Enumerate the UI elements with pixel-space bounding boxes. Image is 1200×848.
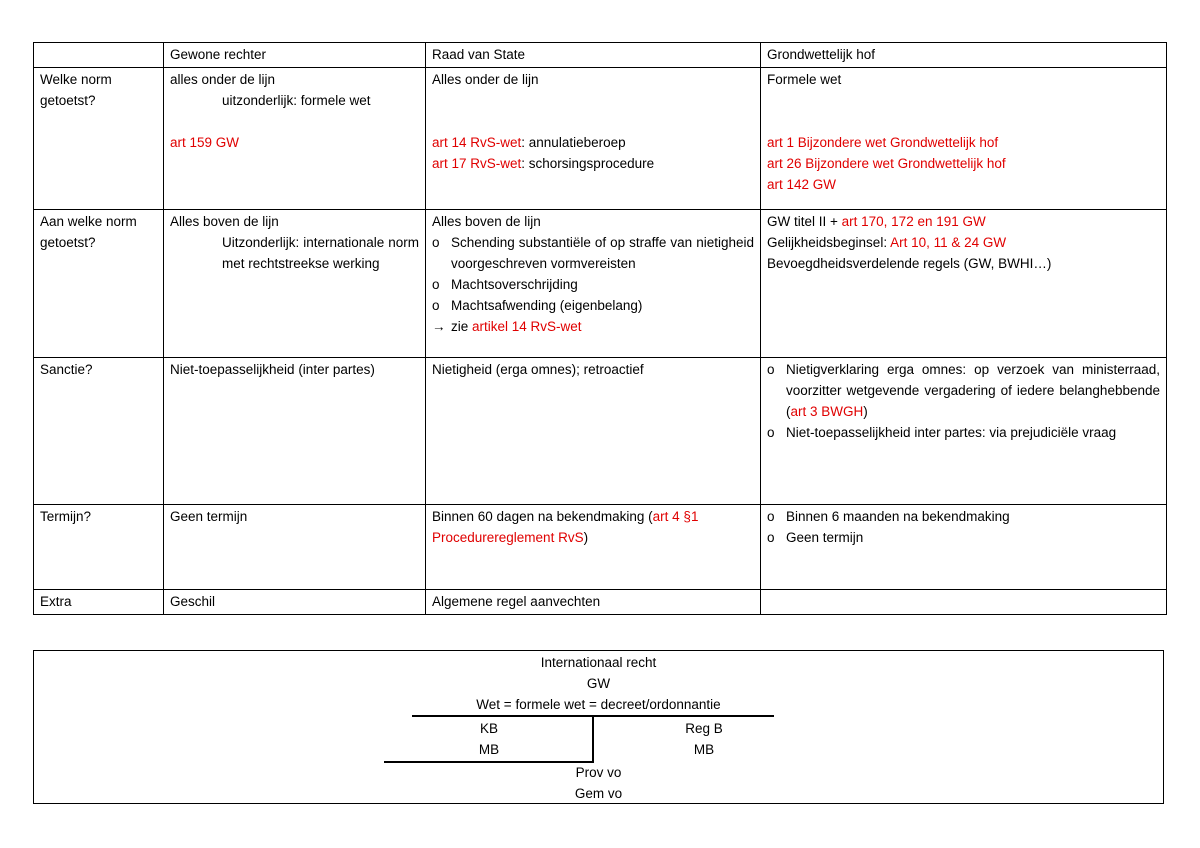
legal-reference: art 1 Bijzondere wet Grondwettelijk hof [767,135,999,150]
row-label: Sanctie? [34,358,164,505]
cell-text: Gelijkheidsbeginsel: [767,235,891,250]
cell-exception: Uitzonderlijk: internationale norm met rechtstreekse werking [222,235,419,271]
cell-exception: uitzonderlijk: formele wet [222,93,371,108]
list-item: o Nietigverklaring erga omnes: op verzoek van ministerraad, voorzitter wetgevende vergadering of iedere belanghebbende (art 3 BWGH) [767,359,1160,422]
row-label: Extra [34,590,164,615]
legal-reference: art 17 RvS-wet [432,156,522,171]
cell-gewone-rechter [164,68,426,210]
bullet-marker: o [767,362,775,377]
row-label: Welke norm getoetst? [34,68,164,210]
cell-text: Alles onder de lijn [432,72,539,87]
hierarchy-level-prov: Prov vo [575,765,622,780]
header-gewone-rechter: Gewone rechter [164,43,426,68]
legal-reference: art 26 Bijzondere wet Grondwettelijk hof [767,156,1006,171]
bullet-marker: o [767,530,775,545]
cell-grondwettelijk-hof [761,210,1167,358]
cell-grondwettelijk-hof [761,505,1167,590]
legal-reference: art 159 GW [170,135,240,150]
cell-raad-van-state [426,68,761,210]
legal-reference: art 170, 172 en 191 GW [841,214,986,229]
cell-text: alles onder de lijn [170,72,276,87]
cell-gewone-rechter: Geen termijn [164,505,426,590]
hierarchy-level-gem: Gem vo [574,786,623,801]
cell-grondwettelijk-hof [761,68,1167,210]
legal-reference: art 14 RvS-wet [432,135,522,150]
cell-gewone-rechter: Geschil [164,590,426,615]
norm-hierarchy-box [33,650,1164,804]
hierarchy-vertical-divider [592,717,594,762]
cell-raad-van-state: Nietigheid (erga omnes); retroactief [426,358,761,505]
list-item: o Niet-toepasselijkheid inter partes: via prejudiciële vraag [767,422,1160,443]
hierarchy-level-gw: GW [586,676,611,691]
row-label: Aan welke norm getoetst? [34,210,164,358]
hierarchy-level-internationaal: Internationaal recht [540,655,657,670]
cell-grondwettelijk-hof [761,590,1167,615]
cell-gewone-rechter [164,210,426,358]
bullet-marker: o [432,277,440,292]
legal-reference: art 142 GW [767,177,837,192]
legal-reference: art 3 BWGH [790,404,864,419]
list-item: o Machtsafwending (eigenbelang) [432,295,754,316]
cell-gewone-rechter: Niet-toepasselijkheid (inter partes) [164,358,426,505]
bullet-marker: o [432,235,440,250]
comparison-table [33,42,1167,615]
cell-raad-van-state: Binnen 60 dagen na bekendmaking (art 4 §1 Procedurereglement RvS) [426,505,761,590]
row-sanctie [34,358,1167,505]
bullet-marker: o [767,425,775,440]
cell-text: Formele wet [767,72,842,87]
legal-reference: Art 10, 11 & 24 GW [890,235,1007,250]
hierarchy-level-mb-right: MB [693,742,715,757]
header-row [34,43,1167,68]
row-label: Termijn? [34,505,164,590]
hierarchy-level-wet: Wet = formele wet = decreet/ordonnantie [476,697,721,712]
row-welke-norm [34,68,1167,210]
list-item: o Schending substantiële of op straffe van nietigheid voorgeschreven vormvereisten [432,232,754,274]
list-item: o Machtsoverschrijding [432,274,754,295]
arrow-icon: → [432,319,446,334]
cell-text: : schorsingsprocedure [521,156,655,171]
cell-text: Alles boven de lijn [432,214,541,229]
legal-reference: art 4 §1 Procedurereglement RvS [432,509,699,545]
cell-raad-van-state [426,210,761,358]
bullet-marker: o [767,509,775,524]
header-raad-van-state: Raad van State [426,43,761,68]
cell-text: : annulatieberoep [521,135,626,150]
hierarchy-level-kb: KB [479,721,498,736]
list-item: o Binnen 6 maanden na bekendmaking [767,506,1160,527]
cell-text: GW titel II + [767,214,842,229]
header-empty [34,43,164,68]
row-aan-welke-norm [34,210,1167,358]
hierarchy-level-regb: Reg B [685,721,723,736]
header-grondwettelijk-hof: Grondwettelijk hof [761,43,1167,68]
cell-grondwettelijk-hof [761,358,1167,505]
list-item: → zie artikel 14 RvS-wet [432,316,754,337]
cell-raad-van-state: Algemene regel aanvechten [426,590,761,615]
cell-text: Bevoegdheidsverdelende regels (GW, BWHI…) [767,256,1052,271]
hierarchy-level-mb-left: MB [478,742,500,757]
legal-reference: artikel 14 RvS-wet [472,319,582,334]
list-item: o Geen termijn [767,527,1160,548]
bullet-marker: o [432,298,440,313]
cell-text: Alles boven de lijn [170,214,279,229]
row-termijn [34,505,1167,590]
row-extra [34,590,1167,615]
